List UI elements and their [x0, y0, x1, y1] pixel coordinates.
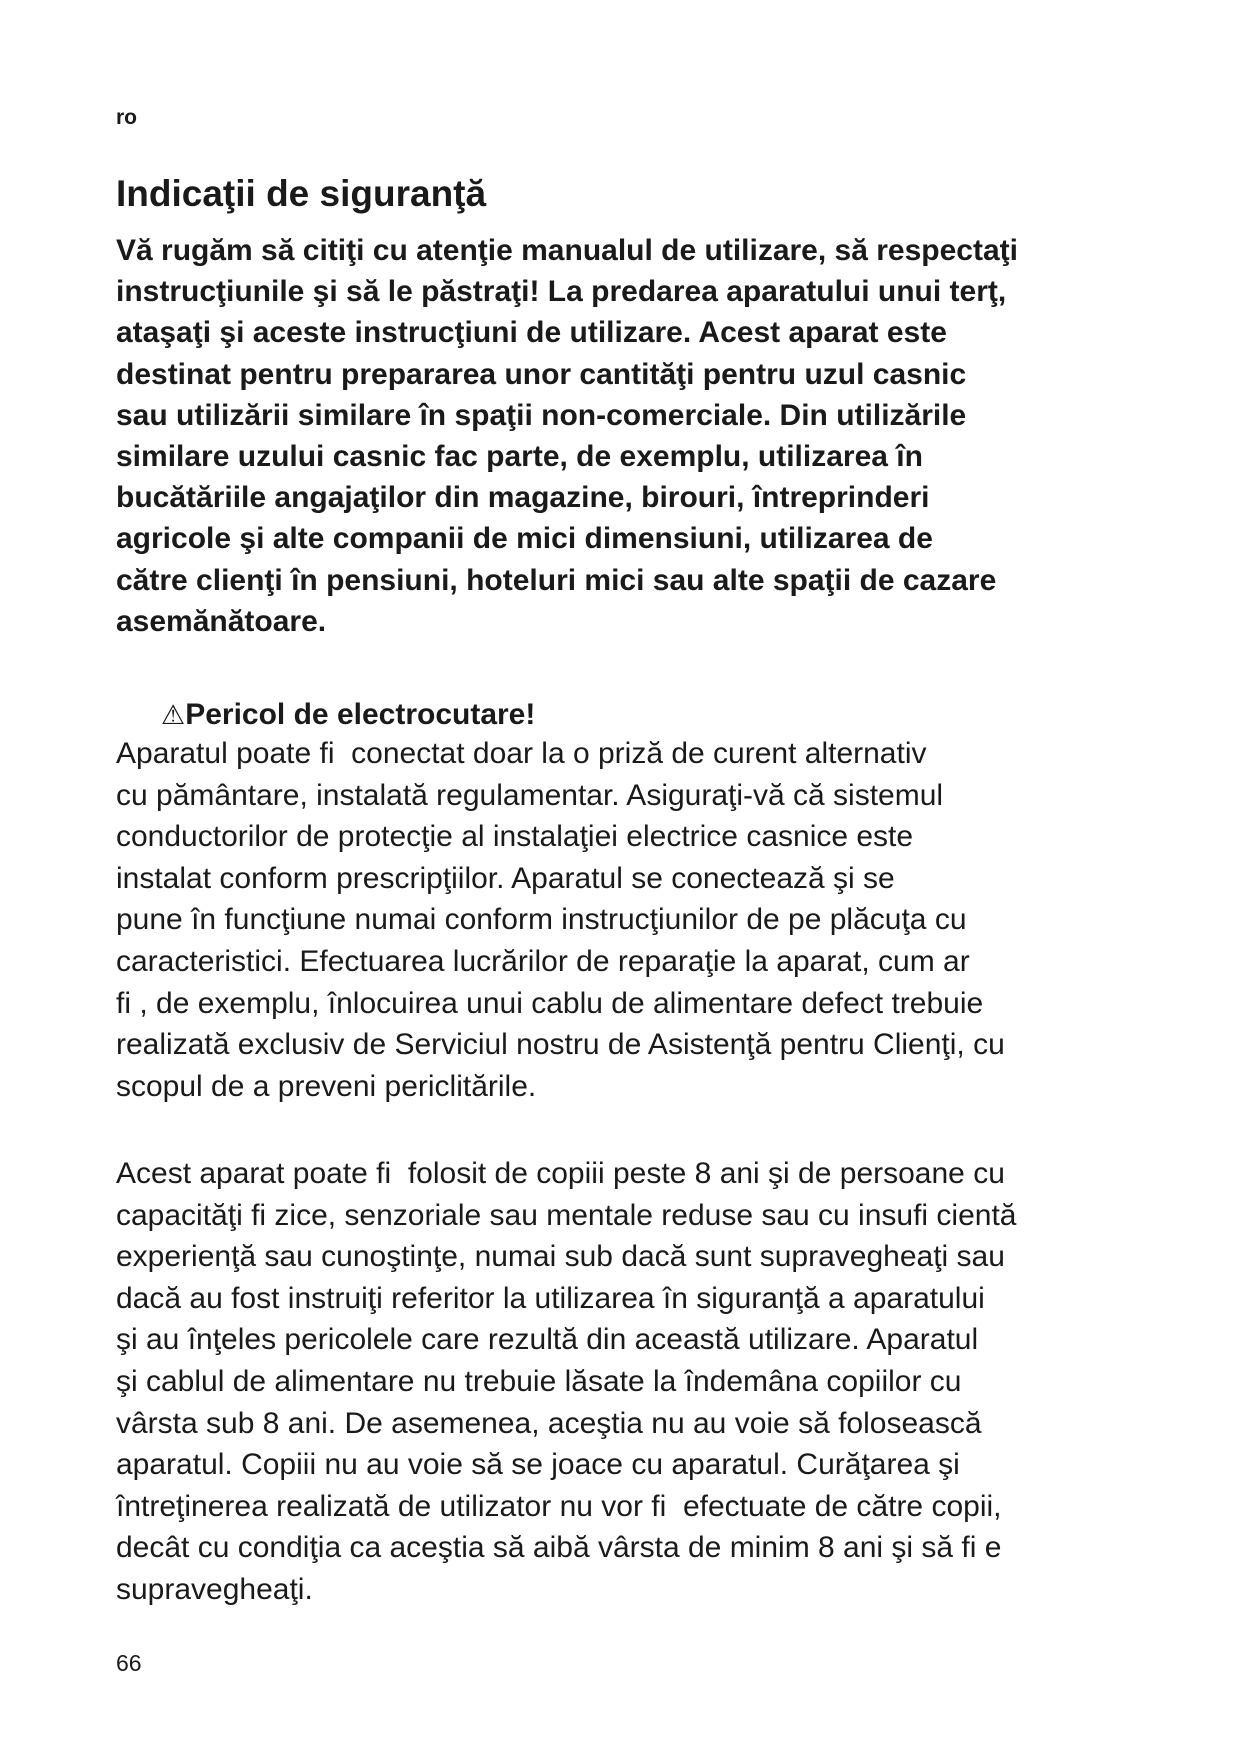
intro-line: Vă rugăm să citiţi cu atenţie manualul de utilizare, să respectaţi [116, 234, 1018, 267]
warning-heading [161, 694, 535, 736]
intro-line: către clienţi în pensiuni, hoteluri mici sau alte spaţii de cazare [116, 563, 997, 597]
paragraph-line: şi au înţeles pericolele care rezultă din această utilizare. Aparatul [116, 1323, 979, 1357]
paragraph-line: fi , de exemplu, înlocuirea unui cablu de alimentare defect trebuie [116, 986, 984, 1020]
intro-line: ataşaţi şi aceste instrucţiuni de utilizare. Acest aparat este [116, 316, 947, 350]
paragraph-line: pune în funcţiune numai conform instrucţiunilor de pe plăcuţa cu [116, 903, 967, 937]
intro-line: destinat pentru prepararea unor cantităţi pentru uzul casnic [116, 357, 967, 391]
electrical-safety-paragraph [116, 733, 1005, 1107]
paragraph-line: Acest aparat poate fi folosit de copiii peste 8 ani şi de persoane cu [116, 1157, 1005, 1190]
intro-line: bucătăriile angajaţilor din magazine, birouri, întreprinderi [116, 481, 930, 515]
paragraph-line: supravegheaţi. [116, 1572, 313, 1606]
warning-title: Pericol de electrocutare! [185, 698, 536, 731]
paragraph-line: capacităţi fi zice, senzoriale sau mentale reduse sau cu insufi cientă [116, 1198, 1017, 1232]
warning-triangle-icon: ⚠ [161, 700, 186, 731]
paragraph-line: cu pământare, instalată regulamentar. Asiguraţi-vă că sistemul [116, 778, 944, 812]
children-safety-paragraph [116, 1153, 1016, 1611]
paragraph-line: realizată exclusiv de Serviciul nostru de Asistenţă pentru Clienţi, cu [116, 1028, 1005, 1062]
language-code: ro [116, 106, 137, 129]
intro-paragraph [116, 230, 1018, 642]
paragraph-line: conductorilor de protecţie al instalaţiei electrice casnice este [116, 820, 914, 854]
paragraph-line: aparatul. Copiii nu au voie să se joace cu aparatul. Curăţarea şi [116, 1448, 960, 1482]
paragraph-line: caracteristici. Efectuarea lucrărilor de reparaţie la aparat, cum ar [116, 944, 970, 978]
section-title: Indicaţii de siguranţă [116, 173, 487, 214]
paragraph-line: dacă au fost instruiţi referitor la utilizarea în siguranţă a aparatului [116, 1281, 985, 1315]
intro-line: sau utilizării similare în spaţii non-comerciale. Din utilizările [116, 398, 967, 432]
paragraph-line: şi cablul de alimentare nu trebuie lăsate la îndemâna copiilor cu [116, 1364, 962, 1398]
paragraph-line: vârsta sub 8 ani. De asemenea, aceştia nu au voie să folosească [116, 1406, 982, 1440]
page-number: 66 [116, 1650, 142, 1676]
intro-line: similare uzului casnic fac parte, de exemplu, utilizarea în [116, 440, 923, 474]
paragraph-line: instalat conform prescripţiilor. Aparatul se conectează şi se [116, 861, 895, 895]
paragraph-line: experienţă sau cunoştinţe, numai sub dacă sunt supravegheaţi sau [116, 1240, 1005, 1274]
paragraph-line: Aparatul poate fi conectat doar la o priză de curent alternativ [116, 737, 927, 770]
paragraph-line: întreţinerea realizată de utilizator nu vor fi efectuate de către copii, [116, 1489, 1002, 1523]
intro-line: asemănătoare. [116, 604, 327, 638]
paragraph-line: scopul de a preveni periclitările. [116, 1069, 537, 1103]
intro-line: agricole şi alte companii de mici dimensiuni, utilizarea de [116, 522, 933, 556]
paragraph-line: decât cu condiţia ca aceştia să aibă vârsta de minim 8 ani şi să fi e [116, 1531, 1002, 1565]
intro-line: instrucţiunile şi să le păstraţi! La predarea aparatului unui terţ, [116, 275, 1007, 309]
